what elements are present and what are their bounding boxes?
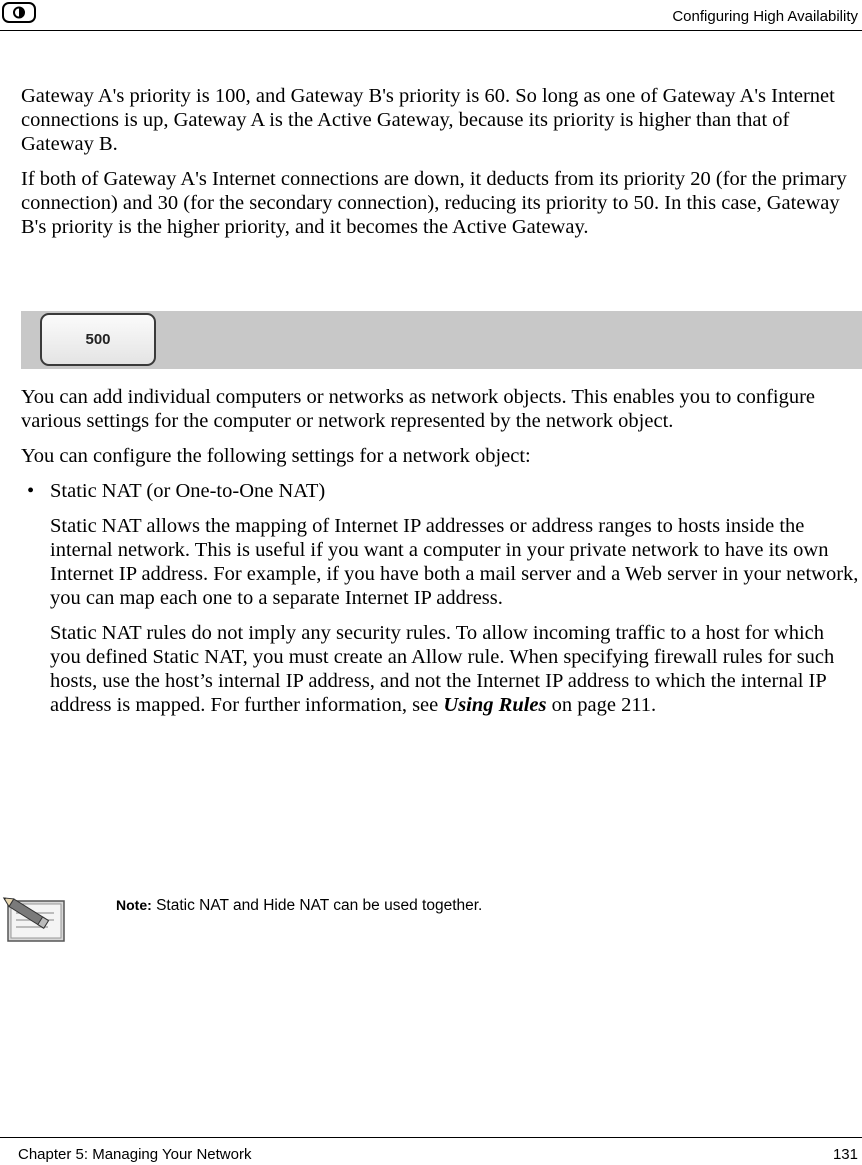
note-text — [116, 897, 482, 915]
brand-logo-icon — [2, 2, 36, 23]
bullet-paragraph-2-text: Static NAT rules do not imply any security rules. To allow incoming traffic to a host for which you defined Static NAT, you must create an Allow rule. When specifying firewall rules for such hosts, use the host’s internal IP address, and not the Internet IP address to which the internal IP address is mapped. For further information, see — [50, 622, 835, 716]
note-pencil-icon — [2, 893, 70, 947]
intro-content — [21, 84, 859, 250]
intro-paragraph-1: Gateway A's priority is 100, and Gateway B's priority is 60. So long as one of Gateway A's Internet connections is up, Gateway A is the Active Gateway, because its priority is higher than that of Gateway B. — [21, 85, 835, 155]
footer-chapter: Chapter 5: Managing Your Network — [18, 1146, 252, 1163]
note-label: Note: — [116, 897, 152, 913]
bullet-title: Static NAT (or One-to-One NAT) — [50, 480, 326, 502]
footer-page-number: 131 — [832, 1146, 858, 1163]
using-rules-link[interactable]: Using Rules — [443, 694, 547, 716]
bullet-paragraph-2-tail: on page 211. — [546, 694, 657, 716]
page-footer — [0, 1137, 862, 1165]
bullet-icon: • — [27, 480, 35, 502]
section-paragraph-2: You can configure the following settings for a network object: — [21, 445, 531, 467]
intro-paragraph-2: If both of Gateway A's Internet connections are down, it deducts from its priority 20 (for the primary connection) and 30 (for the secondary connection), reducing its priority to 50. In this case, Gateway B's priority is the higher priority, and it becomes the Active Gateway. — [21, 168, 847, 238]
bullet-paragraph-2 — [50, 621, 859, 717]
network-objects-content — [21, 385, 859, 728]
screenshot-banner — [21, 311, 862, 369]
header-title: Configuring High Availability — [672, 8, 858, 25]
bullet-paragraph-1: Static NAT allows the mapping of Internet IP addresses or address ranges to hosts inside the internal network. This is useful if you want a computer in your private network to have its own Internet IP address. For example, if you have both a mail server and a Web server in your network, you can map each one to a separate Internet IP address. — [50, 515, 859, 609]
page-header — [0, 0, 862, 31]
screenshot-500-button: 500 — [40, 313, 156, 366]
section-paragraph-1: You can add individual computers or networks as network objects. This enables you to configure various settings for the computer or network represented by the network object. — [21, 386, 816, 432]
bullet-static-nat — [21, 479, 859, 503]
note-body: Static NAT and Hide NAT can be used together. — [151, 897, 483, 914]
